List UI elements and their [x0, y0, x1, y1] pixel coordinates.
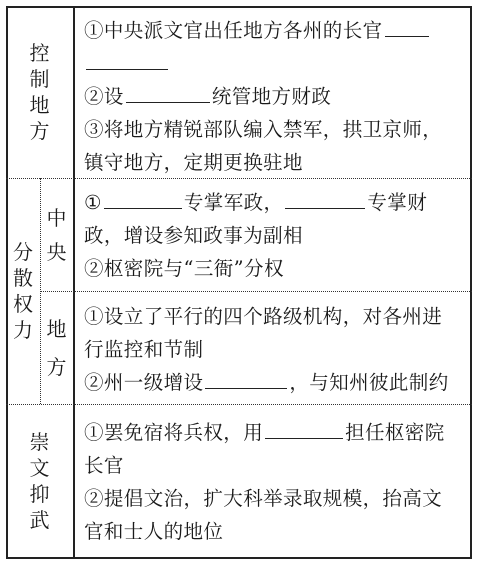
text-segment: 担任枢密院: [345, 421, 445, 444]
table-right-border: [470, 6, 472, 559]
content-line: ②提倡文治，扩大科举录取规模，抬高文: [84, 487, 443, 510]
content-line: [84, 366, 464, 399]
row-label-promote-civil: [6, 404, 73, 557]
label-char: 散: [13, 266, 33, 290]
content-line: 官和士人的地位: [84, 520, 224, 543]
text-segment: ①: [84, 191, 102, 214]
label-char: 制: [29, 67, 50, 91]
label-char: 力: [13, 318, 33, 342]
content-line: [84, 416, 464, 449]
label-column-divider: [73, 6, 75, 559]
label-char: 文: [29, 455, 50, 480]
table-top-border: [6, 6, 472, 8]
group-label-divide-power: [6, 178, 40, 404]
label-char: 抑: [29, 481, 50, 506]
text-segment: ①中央派文官出任地方各州的长官: [84, 19, 383, 42]
fill-in-blank: [285, 190, 365, 209]
row-content-control-local: [84, 14, 464, 179]
content-line: 镇守地方，定期更换驻地: [84, 151, 303, 174]
content-line: ①设立了平行的四个路级机构，对各州进: [84, 305, 443, 328]
sub-content-central: [84, 186, 464, 285]
fill-in-blank: [126, 84, 210, 103]
policy-table: [6, 6, 472, 559]
label-char: 地: [46, 316, 67, 341]
label-char: 控: [29, 41, 50, 65]
content-line: [84, 47, 464, 80]
label-char: 地: [29, 93, 50, 117]
content-line: 行监控和节制: [84, 338, 204, 361]
sub-label-local: [40, 291, 73, 404]
row-separator-3: [6, 404, 472, 405]
label-char: 方: [29, 119, 50, 143]
row-label-control-local: [6, 6, 73, 178]
label-char: 崇: [29, 429, 50, 454]
text-segment: ①罢免宿将兵权，用: [84, 421, 264, 444]
content-line: [84, 80, 464, 113]
text-segment: 统管地方财政: [211, 85, 332, 108]
row-separator-2: [40, 291, 472, 292]
content-line: [84, 186, 464, 219]
label-char: 方: [46, 354, 67, 379]
label-char: 分: [13, 240, 33, 264]
content-line: 政，增设参知政事为副相: [84, 224, 303, 247]
fill-in-blank: [385, 18, 429, 37]
label-char: 权: [13, 292, 33, 316]
text-segment: ②州一级增设: [84, 371, 204, 394]
content-line: ③将地方精锐部队编入禁军，拱卫京师，: [84, 118, 443, 141]
label-char: 中: [46, 205, 67, 230]
text-segment: ②设: [84, 85, 124, 108]
fill-in-blank: [86, 51, 168, 70]
text-segment: ，与知州彼此制约: [289, 371, 449, 394]
label-char: 央: [46, 239, 67, 264]
fill-in-blank: [104, 190, 182, 209]
label-char: 武: [29, 507, 50, 532]
fill-in-blank: [205, 370, 287, 389]
content-line: 长官: [84, 454, 124, 477]
fill-in-blank: [265, 420, 343, 439]
row-content-promote-civil: [84, 416, 464, 548]
content-line: [84, 14, 464, 47]
sub-label-central: [40, 178, 73, 291]
sub-content-local: [84, 300, 464, 399]
content-line: ②枢密院与“三衙”分权: [84, 257, 284, 280]
table-bottom-border: [6, 557, 472, 559]
text-segment: 专掌军政，: [183, 191, 284, 214]
text-segment: 专掌财: [367, 191, 428, 214]
